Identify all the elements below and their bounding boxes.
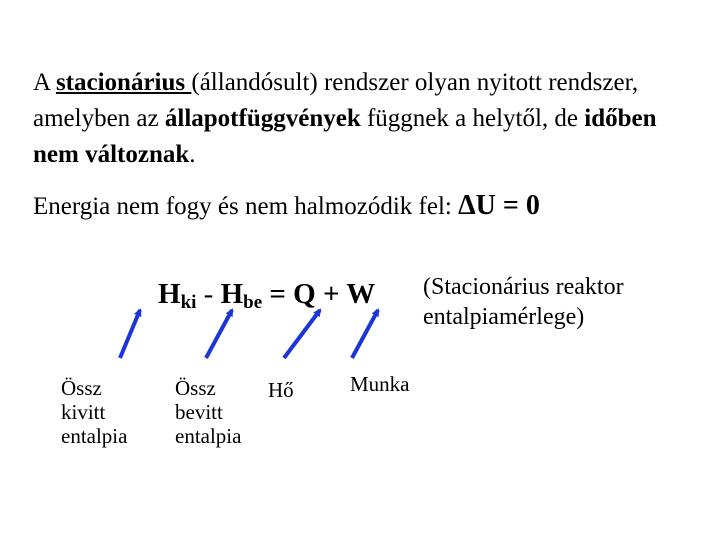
- label-in-line-2: bevitt: [175, 400, 223, 424]
- definition-suffix: .: [189, 141, 196, 168]
- label-ho: Hő: [268, 378, 294, 402]
- note-line-2: entalpiamérlege): [423, 304, 585, 330]
- label-out-line-3: entalpia: [61, 424, 128, 448]
- label-out-line-1: Össz: [61, 376, 102, 400]
- label-ossz-kivitt-entalpia: [61, 376, 127, 448]
- arrow-to-q: [284, 310, 320, 358]
- formula-h-in: H: [220, 278, 244, 310]
- label-in-line-1: Össz: [175, 376, 216, 400]
- formula-h-out: H: [158, 278, 181, 310]
- formula-sub-ki: ki: [180, 292, 197, 313]
- note-line-1: (Stacionárius reaktor: [423, 274, 624, 300]
- label-ossz-bevitt-entalpia: [175, 376, 241, 448]
- label-munka: Munka: [350, 372, 410, 396]
- bold-allapotfuggvenyek: állapotfüggvények: [164, 105, 361, 132]
- energy-text: Energia nem fogy és nem halmozódik fel:: [33, 193, 459, 220]
- definition-part2: függnek a helytől, de: [360, 105, 585, 132]
- arrow-to-h-in: [206, 310, 232, 358]
- formula-rest: = Q + W: [262, 278, 376, 310]
- definition-part1: (állandósult) rendszer olyan nyitott rendszer, amelyben az: [33, 69, 639, 132]
- label-out-line-2: kivitt: [61, 400, 106, 424]
- energy-equation: ΔU = 0: [458, 190, 540, 221]
- arrow-to-w: [352, 310, 378, 358]
- formula-sub-be: be: [243, 292, 263, 313]
- formula-minus: -: [196, 278, 221, 310]
- definition-prefix: A: [33, 69, 56, 96]
- arrow-to-h-out: [120, 310, 140, 358]
- term-stacionarius: stacionárius: [55, 69, 192, 96]
- label-in-line-3: entalpia: [175, 424, 242, 448]
- bold-idoben-nem-valtoznak: időben nem változnak: [33, 105, 657, 168]
